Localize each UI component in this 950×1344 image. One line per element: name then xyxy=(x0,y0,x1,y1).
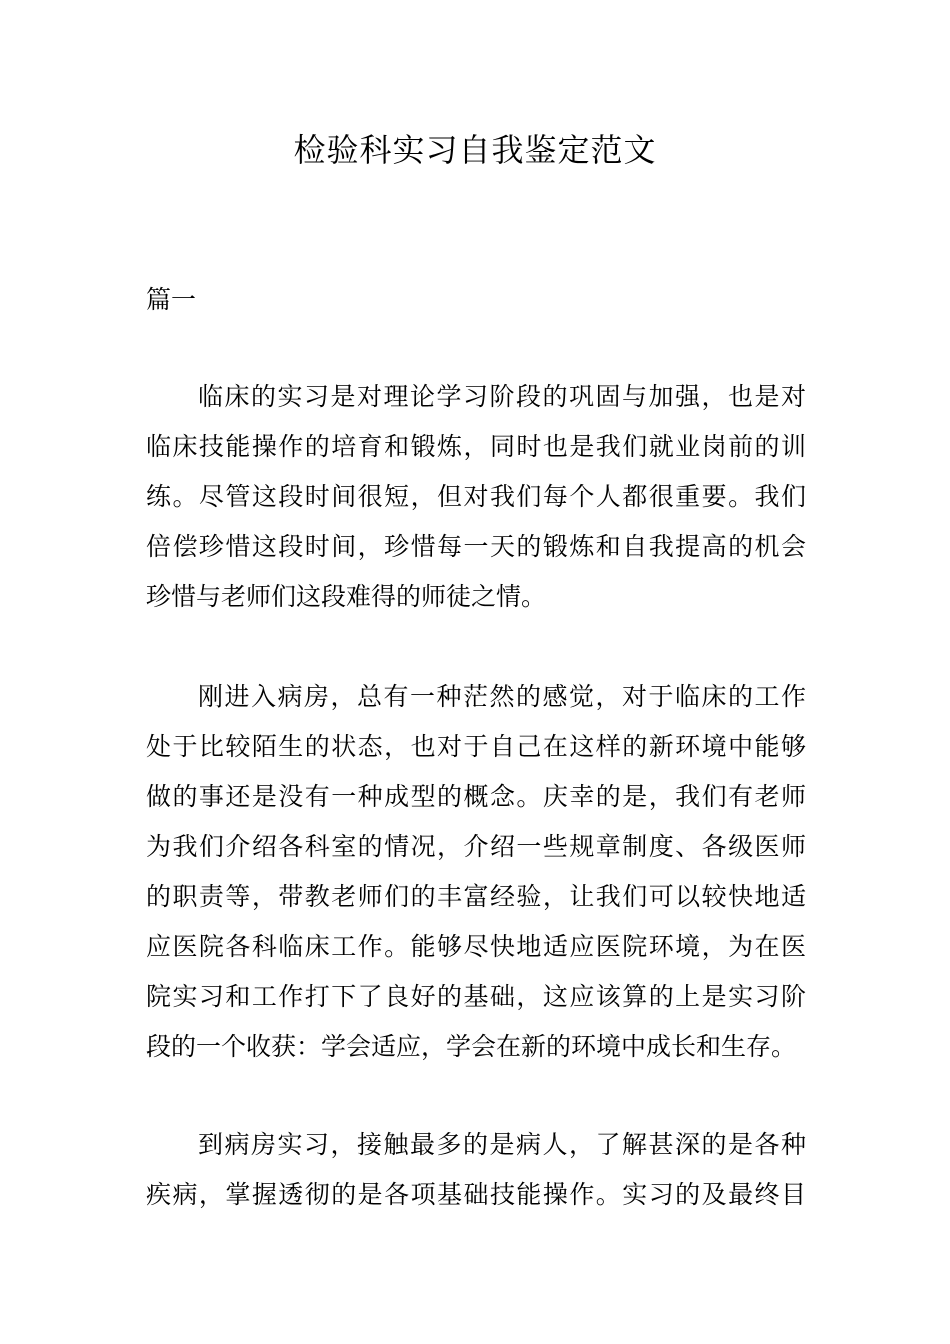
paragraph-line: 的职责等，带教老师们的丰富经验，让我们可以较快地适 xyxy=(146,882,806,911)
paragraph-line: 疾病，掌握透彻的是各项基础技能操作。实习的及最终目 xyxy=(146,1180,806,1209)
paragraph-line: 临床的实习是对理论学习阶段的巩固与加强，也是对 xyxy=(198,382,806,411)
paragraph-line: 刚进入病房，总有一种茫然的感觉，对于临床的工作 xyxy=(198,682,806,711)
paragraph-line: 段的一个收获：学会适应，学会在新的环境中成长和生存。 xyxy=(146,1032,797,1061)
document-title: 检验科实习自我鉴定范文 xyxy=(293,131,657,169)
paragraph-line: 院实习和工作打下了良好的基础，这应该算的上是实习阶 xyxy=(146,982,806,1011)
paragraph-line: 应医院各科临床工作。能够尽快地适应医院环境，为在医 xyxy=(146,932,806,961)
paragraph-line: 到病房实习，接触最多的是病人，了解甚深的是各种 xyxy=(198,1130,806,1159)
paragraph-line: 为我们介绍各科室的情况，介绍一些规章制度、各级医师 xyxy=(146,832,806,861)
paragraph-line: 处于比较陌生的状态，也对于自己在这样的新环境中能够 xyxy=(146,732,806,761)
paragraph-3 xyxy=(146,1120,806,1220)
paragraph-line: 珍惜与老师们这段难得的师徒之情。 xyxy=(146,582,547,611)
paragraph-2 xyxy=(146,672,806,1072)
section-label: 篇一 xyxy=(146,285,197,314)
paragraph-line: 做的事还是没有一种成型的概念。庆幸的是，我们有老师 xyxy=(146,782,806,811)
paragraph-line: 倍偿珍惜这段时间，珍惜每一天的锻炼和自我提高的机会 xyxy=(146,532,806,561)
paragraph-line: 临床技能操作的培育和锻炼，同时也是我们就业岗前的训 xyxy=(146,432,806,461)
paragraph-1 xyxy=(146,372,806,622)
paragraph-line: 练。尽管这段时间很短，但对我们每个人都很重要。我们 xyxy=(146,482,806,511)
